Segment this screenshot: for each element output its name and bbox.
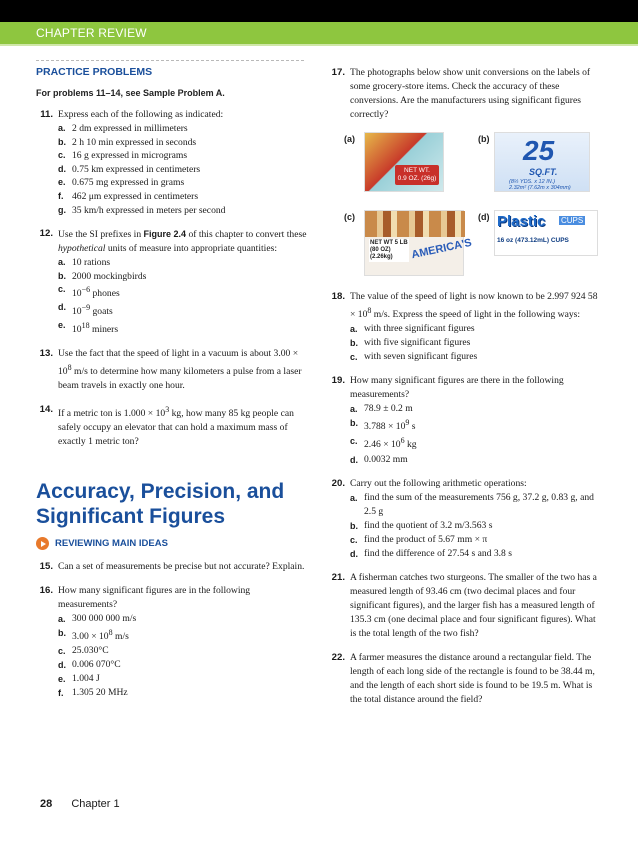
problem-14 bbox=[36, 403, 308, 449]
problem-number: 16. bbox=[39, 585, 53, 597]
part-e: e. $10^{18}$ miners bbox=[58, 319, 119, 336]
problem-number: 20. bbox=[331, 477, 345, 489]
part-d: d. 0.75 km expressed in centimeters bbox=[58, 163, 201, 175]
part-a: a. with three significant figures bbox=[350, 323, 475, 335]
figure-reference: Figure 2.4 bbox=[143, 229, 187, 240]
sample-problem-note: For problems 11–14, see Sample Problem A. bbox=[36, 88, 225, 98]
problem-parts bbox=[58, 256, 308, 337]
page-number: 28 bbox=[40, 798, 53, 810]
play-icon bbox=[36, 537, 49, 550]
problem-19 bbox=[328, 374, 600, 466]
problem-parts bbox=[58, 612, 308, 700]
photo-d-cups-label: Plastic CUPS 16 oz (473.12mL) CUPS bbox=[494, 210, 598, 256]
problem-number: 15. bbox=[39, 561, 53, 573]
problem-text: If a metric ton is $1.000 \times 10^3$ kg, how many 85 kg people can safely occupy an elevator that can hold a maximum mass of exactly 1 metric ton? bbox=[58, 404, 294, 448]
photo-d-label: (d) bbox=[478, 212, 490, 222]
top-black-bar bbox=[0, 0, 638, 22]
part-a: a. 78.9 ± 0.2 m bbox=[350, 403, 413, 415]
dashed-rule bbox=[36, 60, 304, 61]
part-b: b. $3.788 \times 10^9$ s bbox=[350, 418, 416, 433]
problem-parts bbox=[350, 491, 600, 561]
photo-a-snack-label bbox=[364, 132, 444, 192]
part-b: b. 2000 mockingbirds bbox=[58, 270, 147, 282]
photo-a-label: (a) bbox=[344, 134, 355, 144]
problem-22 bbox=[328, 651, 600, 707]
part-b: b. with five significant figures bbox=[350, 337, 471, 349]
part-b: b. $3.00 \times 10^8$ m/s bbox=[58, 628, 129, 643]
part-b: b. find the quotient of 3.2 m/3.563 s bbox=[350, 519, 493, 531]
problem-text: Can a set of measurements be precise but not accurate? Explain. bbox=[58, 561, 305, 573]
net-weight-label: NET WT 5 LB (80 OZ) (2.26kg) bbox=[370, 240, 408, 260]
part-d: d. 0.006 070°C bbox=[58, 659, 121, 671]
part-f: f. 462 μm expressed in centimeters bbox=[58, 190, 199, 202]
problem-12 bbox=[36, 227, 308, 337]
right-column bbox=[328, 64, 600, 707]
brand-text: AMERICA'S bbox=[410, 236, 473, 262]
problem-number: 14. bbox=[39, 403, 53, 415]
chapter-review-label: CHAPTER REVIEW bbox=[36, 26, 147, 40]
chapter-name: Chapter 1 bbox=[71, 798, 120, 810]
part-c: c. $10^{-6}$ phones bbox=[58, 284, 120, 300]
problem-text: The value of the speed of light is now known to be 2.997 924 $58 \times 10^8$ m/s. Express the speed of light in the following ways: bbox=[350, 291, 598, 321]
problem-20 bbox=[328, 477, 600, 561]
left-column bbox=[36, 64, 308, 700]
problem-18 bbox=[328, 290, 600, 364]
part-f: f. 1.305 20 MHz bbox=[58, 687, 128, 699]
photo-c-label: (c) bbox=[344, 212, 355, 222]
part-d: d. find the difference of 27.54 s and 3.8 s bbox=[350, 547, 512, 559]
part-b: b. 2 h 10 min expressed in seconds bbox=[58, 136, 197, 148]
problem-parts bbox=[350, 322, 600, 364]
part-c: c. with seven significant figures bbox=[350, 351, 478, 363]
problem-text: The photographs below show unit conversions on the labels of some grocery-store items. Check the accuracy of these conversions. Are the manufacturers using significant figures correctly? bbox=[350, 67, 591, 120]
problem-text: Use the fact that the speed of light in a vacuum is about $3.00 \times 10^8$ m/s to determine how many kilometers a pulse from a laser beam travels in exactly one hour. bbox=[58, 347, 302, 391]
part-c: c. 25.030°C bbox=[58, 645, 109, 657]
problem-number: 12. bbox=[39, 228, 53, 240]
problem-text: A fisherman catches two sturgeons. The smaller of the two has a measured length of 93.46 cm (two decimal places and four significant figures), and the larger fish has a measured length of 135.3 cm (one decimal place and four significant figures). What is the total length of the two fish? bbox=[350, 571, 597, 639]
net-weight-label: NET WT. 0.9 OZ. (26g) bbox=[395, 165, 439, 185]
problem-parts bbox=[58, 122, 308, 217]
problem-number: 11. bbox=[40, 109, 53, 120]
part-d: d. 0.0032 mm bbox=[350, 453, 408, 465]
photo-c-cookie-label bbox=[364, 210, 473, 276]
part-a: a. 2 dm expressed in millimeters bbox=[58, 123, 188, 134]
problem-16 bbox=[36, 584, 308, 700]
part-a: a. find the sum of the measurements 756 g, 37.2 g, 0.83 g, and 2.5 g bbox=[350, 491, 594, 517]
reviewing-main-ideas: REVIEWING MAIN IDEAS bbox=[36, 537, 308, 550]
part-e: e. 0.675 mg expressed in grams bbox=[58, 177, 185, 189]
problem-17 bbox=[328, 66, 600, 122]
problem-text: Carry out the following arithmetic operations: bbox=[350, 477, 527, 489]
part-c: c. 16 g expressed in micrograms bbox=[58, 150, 188, 162]
problem-text: A farmer measures the distance around a rectangular field. The length of each long side of the rectangle is found to be 38.44 m, and the length of each short side is found to be 19.5 m. What is the total distance around the field? bbox=[350, 651, 595, 705]
problem-11 bbox=[36, 108, 308, 217]
problem-text: How many significant figures are in the following measurements? bbox=[58, 585, 251, 611]
problem-number: 22. bbox=[331, 651, 345, 663]
part-g: g. 35 km/h expressed in meters per second bbox=[58, 204, 226, 216]
chapter-review-band bbox=[0, 22, 638, 44]
problem-number: 17. bbox=[331, 67, 345, 78]
part-c: c. $2.46 \times 10^6$ kg bbox=[350, 436, 417, 451]
part-a: a. 300 000 000 m/s bbox=[58, 613, 137, 625]
problem-number: 21. bbox=[331, 571, 345, 583]
page-footer bbox=[40, 798, 120, 810]
label-photographs bbox=[328, 132, 600, 280]
problem-number: 18. bbox=[331, 291, 345, 302]
part-c: c. find the product of 5.67 mm × π bbox=[350, 533, 488, 545]
problem-text: Use the SI prefixes in Figure 2.4 of this chapter to convert these hypothetical units of measure into appropriate quantities: bbox=[58, 229, 307, 255]
part-a: a. 10 rations bbox=[58, 257, 111, 269]
problem-number: 19. bbox=[331, 375, 345, 387]
problem-text: How many significant figures are there in the following measurements? bbox=[350, 375, 564, 401]
problem-parts bbox=[350, 402, 600, 466]
problem-15 bbox=[36, 560, 308, 574]
problem-text: Express each of the following as indicated: bbox=[58, 109, 224, 120]
cookies-image bbox=[365, 211, 465, 237]
practice-problems-heading: PRACTICE PROBLEMS bbox=[36, 66, 153, 78]
band-divider bbox=[0, 44, 638, 46]
problem-number: 13. bbox=[39, 347, 53, 359]
part-e: e. 1.004 J bbox=[58, 673, 100, 685]
photo-b-foil-label: 25 SQ.FT. (8⅓ YDS. x 12 IN.) 2.32m² (7.62m x 304mm) bbox=[494, 132, 590, 192]
problem-13 bbox=[36, 347, 308, 393]
photo-b-label: (b) bbox=[478, 134, 490, 144]
section-title: Accuracy, Precision, and Significant Figures bbox=[36, 480, 285, 529]
problem-21 bbox=[328, 571, 600, 641]
part-d: d. $10^{-9}$ goats bbox=[58, 302, 113, 318]
